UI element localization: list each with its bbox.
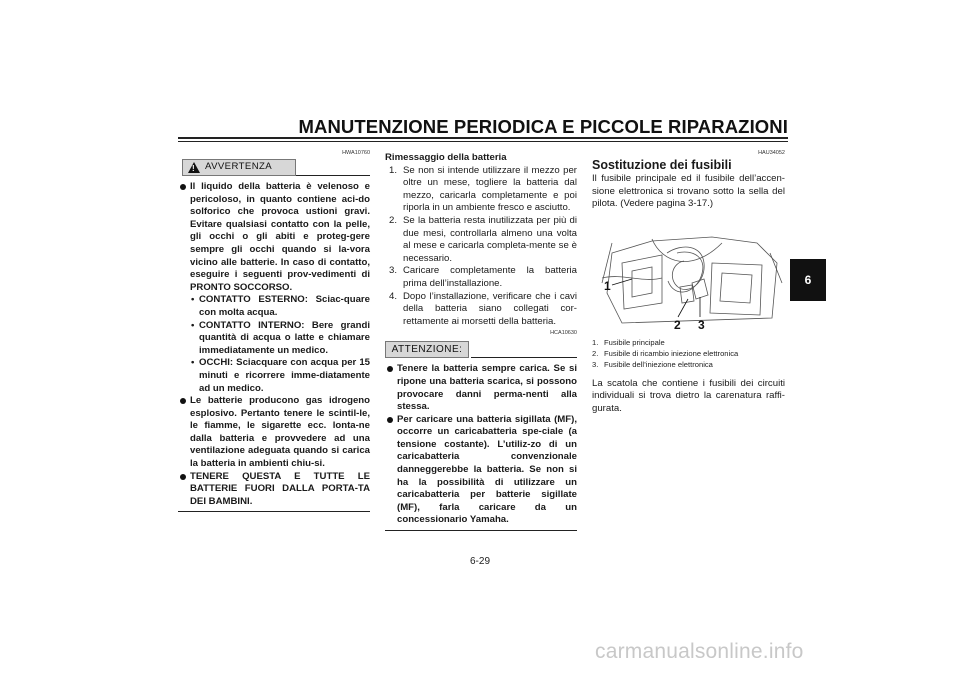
step-item: 2. Se la batteria resta inutilizzata per più di due mesi, controllarla almeno una volta al mese e caricarla completa-mente se è necessario. <box>389 214 577 264</box>
warning-bullet: Il liquido della batteria è velenoso e pericoloso, in quanto contiene aci-do solforico che provoca ustioni gravi. Evitare qualsiasi contatto con la pelle, gli occhi o gli abiti e proteg-gere sempre gli occhi quando si la-vora vicino alle batterie. In caso di contatto, eseguire i seguenti prov-vedimenti di PRONTO SOCCORSO. <box>178 181 370 294</box>
outro-paragraph: La scatola che contiene i fusibili dei circuiti individuali si trova dietro la carenatura raffi-gurata. <box>592 377 785 414</box>
attention-bullet: Tenere la batteria sempre carica. Se si ripone una batteria scarica, si possono provocare danni perma-nenti alla stessa. <box>385 363 577 413</box>
step-item: 3. Caricare completamente la batteria prima dell’installazione. <box>389 265 577 289</box>
step-item: 4. Dopo l’installazione, verificare che i cavi della batteria siano collegati cor-rettamente ai morsetti della batteria. <box>389 290 577 327</box>
column-warning <box>178 150 370 512</box>
caption-list <box>592 337 785 370</box>
warning-triangle-icon: ! <box>188 162 200 173</box>
attention-list <box>385 363 577 527</box>
callout-3: 3 <box>698 317 705 332</box>
intro-paragraph: Il fusibile principale ed il fusibile dell’accen-sione elettronica si trovano sotto la sella del pilota. (Vedere pagina 3-17.) <box>592 173 785 210</box>
title-rule <box>178 137 788 139</box>
warning-bullet: Le batterie producono gas idrogeno esplosivo. Pertanto tenere le scintil-le, le fiamme, le sigarette ecc. lonta-ne dalla batteria e provvedere ad una ventilazione adeguata quando si carica la batteria in ambienti chiu-si. <box>178 395 370 471</box>
column-storage <box>385 150 577 531</box>
fuse-illustration <box>592 223 785 333</box>
caption-item: 1. Fusibile principale <box>592 337 665 347</box>
attention-badge: ATTENZIONE: <box>385 341 469 358</box>
page-title: MANUTENZIONE PERIODICA E PICCOLE RIPARAZIONI <box>298 116 788 137</box>
fuse-box-drawing <box>592 223 785 333</box>
caption-item: 3. Fusibile dell’iniezione elettronica <box>592 359 713 369</box>
warning-header <box>178 159 370 181</box>
section-heading: Rimessaggio della batteria <box>385 152 507 163</box>
column-fuses <box>592 150 785 416</box>
caption-item: 2. Fusibile di ricambio iniezione elettronica <box>592 348 739 358</box>
title-rule-thin <box>178 141 788 142</box>
callout-1: 1 <box>604 278 611 293</box>
page-number: 6-29 <box>469 556 490 567</box>
attention-rule <box>471 357 577 358</box>
first-aid-item: • CONTATTO ESTERNO: Sciac-quare con molta acqua. <box>178 294 370 319</box>
watermark: carmanualsonline.info <box>595 640 804 663</box>
ref-code: HAU34052 <box>758 150 785 156</box>
section-heading: Sostituzione dei fusibili <box>592 158 732 172</box>
callout-2: 2 <box>674 317 681 332</box>
warning-bullet: TENERE QUESTA E TUTTE LE BATTERIE FUORI DALLA PORTA-TA DEI BAMBINI. <box>178 471 370 509</box>
attention-bullet: Per caricare una batteria sigillata (MF), occorre un caricabatteria spe-ciale (a tensione costante). L’utiliz-zo di un caricabatteria convenzionale danneggerebbe la batteria. Se non si ha la possibilità di utilizzare un caricabatteria per batterie sigillate (MF), farla caricare da un concessionario Yamaha. <box>385 414 577 527</box>
section-end-rule <box>385 530 577 531</box>
warning-badge <box>182 159 296 176</box>
warning-list <box>178 181 370 508</box>
section-end-rule <box>178 511 370 512</box>
first-aid-item: • OCCHI: Sciacquare con acqua per 15 minuti e ricorrere imme-diatamente ad un medico. <box>178 357 370 395</box>
warning-rule <box>296 175 370 176</box>
chapter-tab: 6 <box>790 259 826 301</box>
warning-label: AVVERTENZA <box>205 161 273 173</box>
first-aid-item: • CONTATTO INTERNO: Bere grandi quantità di acqua o latte e chiamare immediatamente un medico. <box>178 320 370 358</box>
ref-code: HWA10760 <box>342 150 370 156</box>
step-item: 1. Se non si intende utilizzare il mezzo per oltre un mese, togliere la batteria dal mezzo, caricarla completamente e poi riporla in un ambiente fresco e asciutto. <box>389 164 577 214</box>
ref-code: HCA10630 <box>550 330 577 337</box>
attention-header <box>385 341 577 363</box>
